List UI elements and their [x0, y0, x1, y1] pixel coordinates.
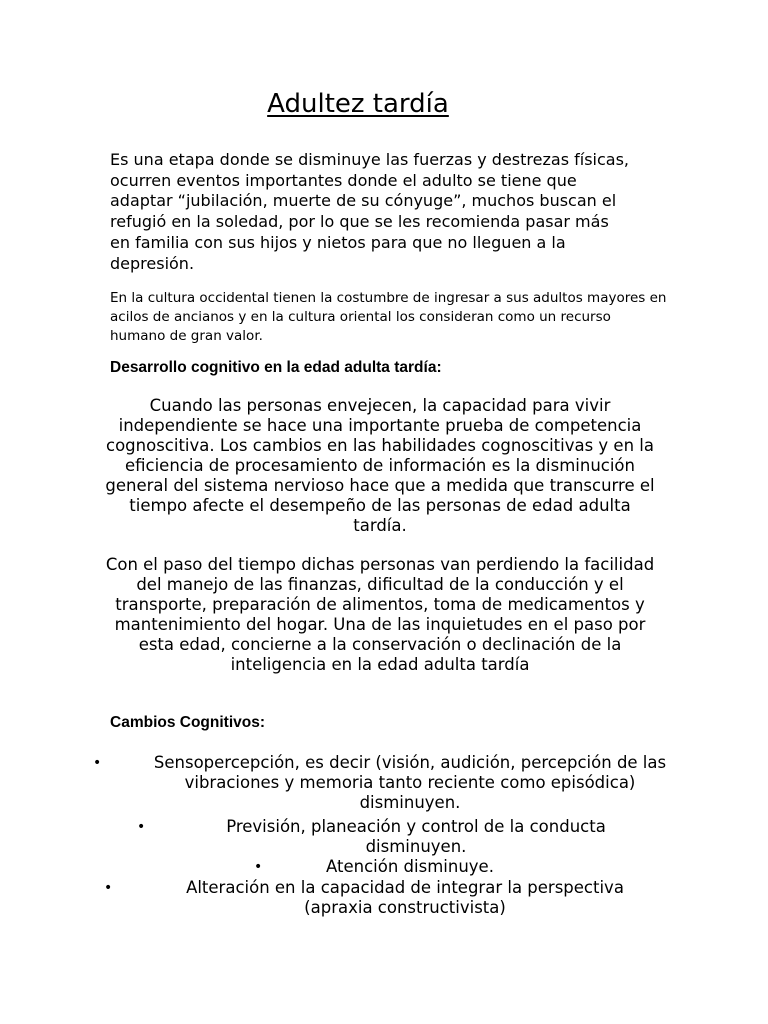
bullet-icon: •	[93, 755, 102, 771]
section-heading-cognitive-development: Desarrollo cognitivo en la edad adulta tardía:	[110, 359, 442, 376]
list-item-text: Atención disminuye.	[326, 857, 494, 876]
bullet-icon: •	[104, 880, 113, 896]
section-heading-cognitive-changes: Cambios Cognitivos:	[110, 714, 266, 731]
list-item-text: Sensopercepción, es decir (visión, audición, percepción de las vibraciones y memoria tanto reciente como episódica) disminuyen.	[153, 753, 667, 812]
intro-paragraph: Es una etapa donde se disminuye las fuerzas y destrezas físicas, ocurren eventos importantes donde el adulto se tiene que adaptar “jubilación, muerte de su cónyuge”, muchos buscan el refugió en la soledad, por lo que se les recomienda pasar más en familia con sus hijos y nietos para que no lleguen a la depresión.	[110, 150, 629, 273]
list-item	[0, 878, 768, 922]
document-title: Adultez tardía	[267, 89, 449, 119]
bullet-icon: •	[254, 859, 263, 875]
cognitive-development-paragraph-2: Con el paso del tiempo dichas personas van perdiendo la facilidad del manejo de las finanzas, dificultad de la conducción y el transporte, preparación de alimentos, toma de medicamentos y mantenimiento del hogar. Una de las inquietudes en el paso por esta edad, concierne a la conservación o declinación de la inteligencia en la edad adulta tardía	[105, 555, 655, 674]
list-item	[0, 857, 768, 878]
culture-paragraph: En la cultura occidental tienen la costumbre de ingresar a sus adultos mayores en acilos de ancianos y en la cultura oriental los consideran como un recurso humano de gran valor.	[110, 290, 667, 344]
bullet-icon: •	[137, 819, 146, 835]
list-item-text: Previsión, planeación y control de la conducta disminuyen.	[226, 817, 606, 856]
list-item-text: Alteración en la capacidad de integrar la perspectiva (apraxia constructivista)	[186, 878, 624, 917]
list-item	[0, 817, 768, 857]
list-item	[0, 753, 768, 817]
cognitive-development-paragraph-1: Cuando las personas envejecen, la capacidad para vivir independiente se hace una importante prueba de competencia cognoscitiva. Los cambios en las habilidades cognoscitivas y en la eficiencia de procesamiento de información es la disminución general del sistema nervioso hace que a medida que transcurre el tiempo afecte el desempeño de las personas de edad adulta tardía.	[105, 396, 655, 535]
cognitive-changes-list	[0, 753, 768, 922]
